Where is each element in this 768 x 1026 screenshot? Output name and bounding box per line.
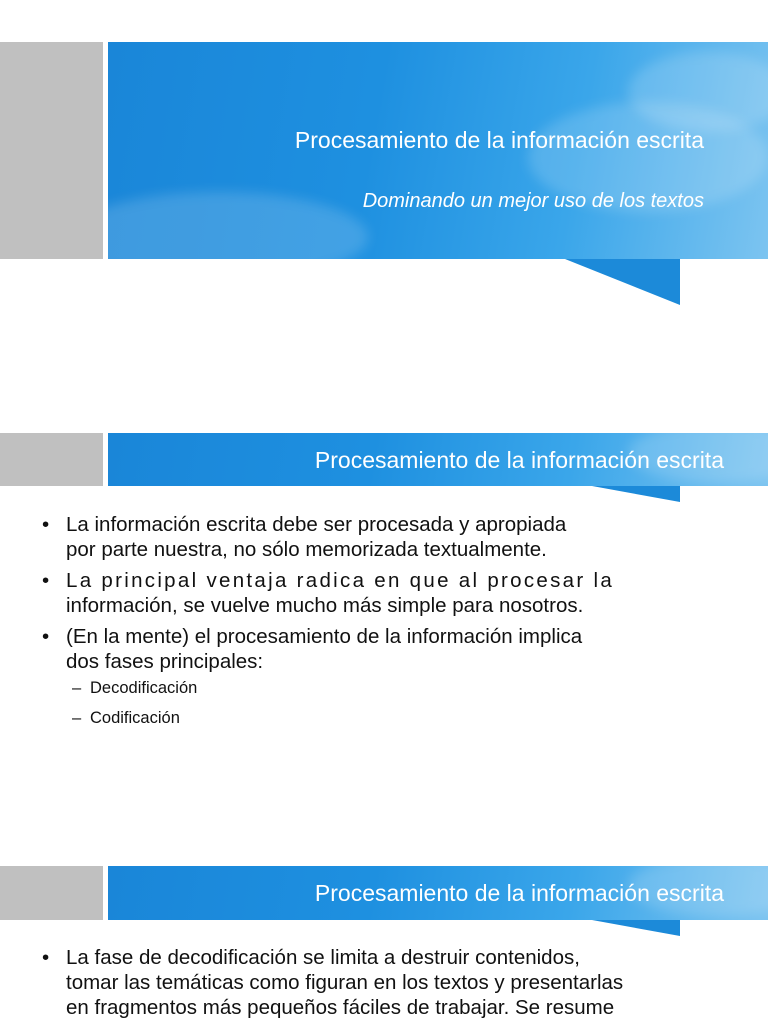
gray-side-block — [0, 433, 103, 486]
gray-side-block — [0, 866, 103, 920]
bullet-list — [42, 945, 728, 1026]
slide-title: Procesamiento de la información escrita — [294, 127, 704, 153]
bullet-item: • La fase de decodificación se limita a destruir contenidos, tomar las temáticas como figuran en los textos y presentarlas en fragmentos más pequeños fáciles de trabajar. Se resume — [42, 945, 728, 1020]
slide-title: Procesamiento de la información escrita — [314, 880, 724, 906]
content-slide-1 — [0, 433, 768, 763]
title-slide — [0, 0, 768, 310]
bullet-item: • La principal ventaja radica en que al procesar la información, se vuelve mucho más simple para nosotros. — [42, 568, 728, 618]
bullet-list — [42, 512, 728, 737]
banner-tail — [592, 486, 680, 502]
sub-bullet-item: – Codificación — [42, 708, 728, 729]
slide-subtitle: Dominando un mejor uso de los textos — [362, 190, 704, 212]
banner-tail — [565, 259, 680, 305]
sub-bullet-item: – Decodificación — [42, 678, 728, 699]
banner-tail — [592, 920, 680, 936]
slide-title: Procesamiento de la información escrita — [314, 447, 724, 473]
bullet-item: • La información escrita debe ser procesada y apropiada por parte nuestra, no sólo memorizada textualmente. — [42, 512, 728, 562]
content-slide-2 — [0, 866, 768, 1024]
bullet-item: • (En la mente) el procesamiento de la información implica dos fases principales: — [42, 624, 728, 674]
gray-side-block — [0, 42, 103, 259]
